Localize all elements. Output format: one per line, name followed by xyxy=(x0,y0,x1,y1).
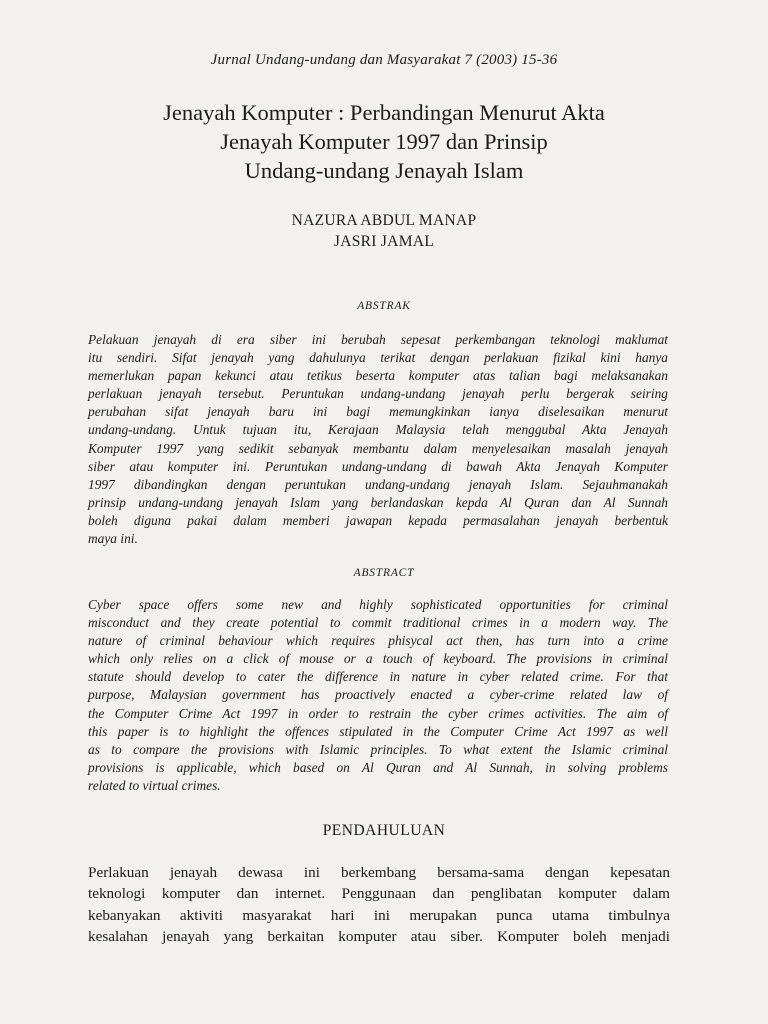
abstrak-line: perubahan sifat jenayah baru ini bagi memungkinkan ianya diselesaikan menurut xyxy=(88,404,668,420)
abstract-line: Cyber space offers some new and highly sophisticated opportunities for criminal xyxy=(88,597,668,612)
author-name: JASRI JAMAL xyxy=(333,233,435,250)
abstract-label: ABSTRACT xyxy=(353,567,415,579)
abstrak-line: Komputer 1997 yang sedikit sebanyak membantu dalam menyelesaikan masalah jenayah xyxy=(88,440,668,456)
abstract-line: purpose, Malaysian government has proactively enacted a cyber-crime related law of xyxy=(88,687,668,703)
body-line: Perlakuan jenayah dewasa ini berkembang bersama-sama dengan kepesatan xyxy=(88,864,670,881)
abstrak-line: Pelakuan jenayah di era siber ini berubah sepesat perkembangan teknologi maklumat xyxy=(88,332,668,347)
authors xyxy=(0,210,768,252)
abstrak-line: maya ini. xyxy=(88,531,138,547)
abstrak-line: memerlukan papan kekunci atau tetikus beserta komputer atas talian bagi melaksanakan xyxy=(88,368,668,384)
abstract-line: as to compare the provisions with Islamic principles. To what extent the Islamic criminal xyxy=(88,741,668,757)
abstract-line: misconduct and they create potential to commit traditional crimes in a modern way. The xyxy=(88,615,668,631)
abstrak-line: siber atau komputer ini. Peruntukan undang-undang di bawah Akta Jenayah Komputer xyxy=(88,458,668,474)
abstract-line: the Computer Crime Act 1997 in order to restrain the cyber crimes activities. The aim of xyxy=(88,705,668,721)
body-paragraph xyxy=(88,862,670,947)
abstrak-line: itu sendiri. Sifat jenayah yang dahulunya terikat dengan perlakuan fizikal kini hanya xyxy=(88,350,668,366)
abstract-line: related to virtual crimes. xyxy=(88,777,221,793)
abstract-line: nature of criminal behaviour which requires phisycal act then, has turn into a crime xyxy=(88,633,668,649)
abstract-line: provisions is applicable, which based on Al Quran and Al Sunnah, in solving problems xyxy=(88,759,668,775)
abstrak-label: ABSTRAK xyxy=(357,300,411,312)
title-line: Undang-undang Jenayah Islam xyxy=(244,158,524,183)
abstrak-line: undang-undang. Untuk tujuan itu, Kerajaan Malaysia telah menggubal Akta Jenayah xyxy=(88,422,668,438)
body-line: teknologi komputer dan internet. Penggunaan dan penglibatan komputer dalam xyxy=(88,885,670,903)
abstrak-line: 1997 dibandingkan dengan peruntukan undang-undang jenayah Islam. Sejauhmanakah xyxy=(88,476,668,492)
section-heading: PENDAHULUAN xyxy=(322,822,446,839)
body-line: kesalahan jenayah yang berkaitan komputer atau siber. Komputer boleh menjadi xyxy=(88,927,670,945)
journal-header: Jurnal Undang-undang dan Masyarakat 7 (2003) 15-36 xyxy=(210,52,558,68)
author-name: NAZURA ABDUL MANAP xyxy=(291,212,477,229)
abstract-text xyxy=(88,596,668,795)
abstrak-line: prinsip undang-undang jenayah Islam yang berlandaskan kepda Al Quran dan Al Sunnah xyxy=(88,494,668,510)
abstrak-text xyxy=(88,331,668,548)
title-line: Jenayah Komputer : Perbandingan Menurut Akta xyxy=(163,100,605,125)
abstract-line: statute should develop to cater the difference in nature in cyber related crime. For that xyxy=(88,669,668,685)
title-line: Jenayah Komputer 1997 dan Prinsip xyxy=(220,129,548,154)
abstract-line: this paper is to highlight the offences stipulated in the Computer Crime Act 1997 as well xyxy=(88,723,668,739)
abstrak-line: perlakuan jenayah tersebut. Peruntukan undang-undang jenayah perlu bergerak seiring xyxy=(88,386,668,402)
body-line: kebanyakan aktiviti masyarakat hari ini merupakan punca utama timbulnya xyxy=(88,906,670,924)
abstrak-line: boleh diguna pakai dalam memberi jawapan kepada permasalahan jenayah berbentuk xyxy=(88,512,668,528)
article-title xyxy=(80,98,688,185)
abstract-line: which only relies on a click of mouse or a touch of keyboard. The provisions in criminal xyxy=(88,651,668,667)
